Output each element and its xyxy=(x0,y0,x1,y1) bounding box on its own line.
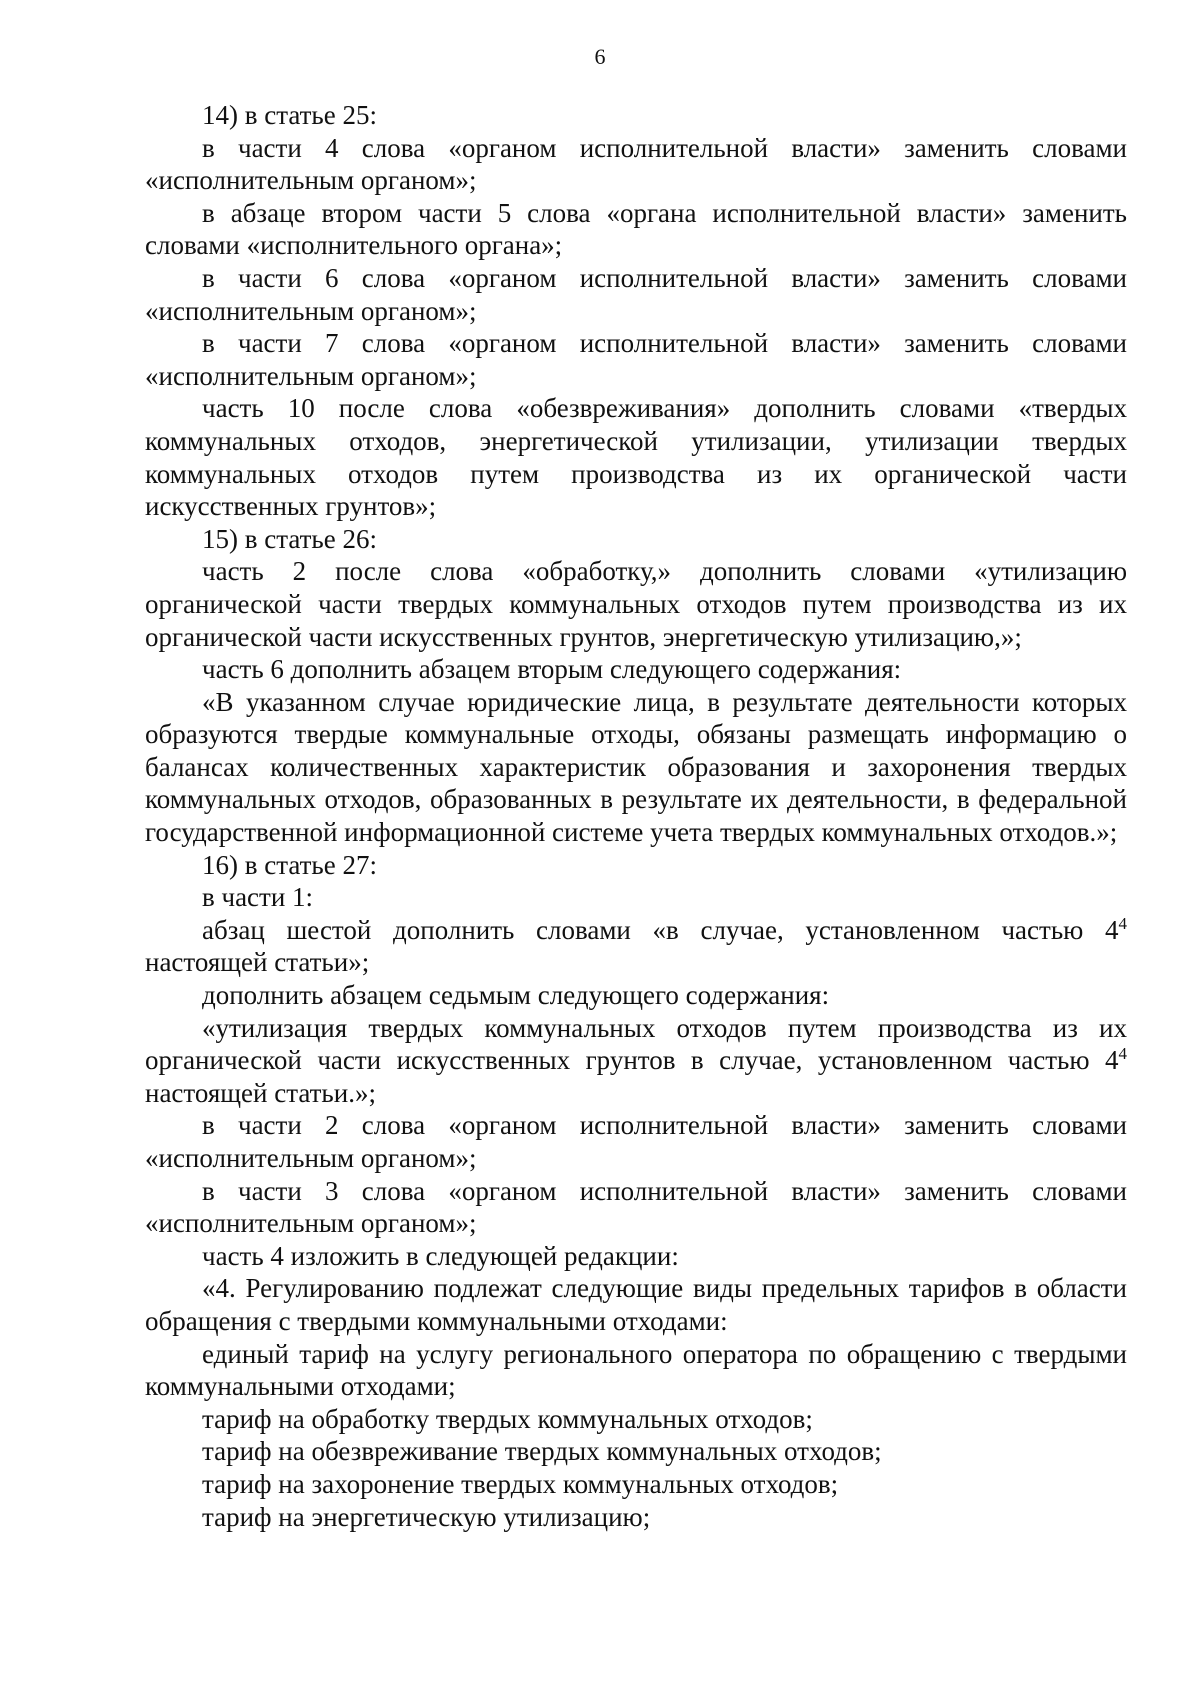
paragraph: в части 4 слова «органом исполнительной власти» заменить словами «исполнительным органом»; xyxy=(145,132,1127,196)
paragraph: часть 4 изложить в следующей редакции: xyxy=(202,1240,679,1271)
paragraph-with-superscript xyxy=(145,914,1127,979)
superscript: 4 xyxy=(1118,1044,1127,1064)
paragraph: 16) в статье 27: xyxy=(202,849,377,880)
paragraph: в части 7 слова «органом исполнительной власти» заменить словами «исполнительным органом»; xyxy=(145,328,1127,391)
paragraph: тариф на обработку твердых коммунальных отходов; xyxy=(202,1403,813,1434)
paragraph: тариф на обезвреживание твердых коммунальных отходов; xyxy=(202,1436,882,1467)
paragraph: дополнить абзацем седьмым следующего содержания: xyxy=(202,980,830,1011)
paragraph-with-superscript xyxy=(145,1012,1127,1110)
text-run: «утилизация твердых коммунальных отходов путем производства из их органической части искусственных грунтов в случае, установленном частью 4 xyxy=(145,1012,1127,1076)
paragraph: часть 10 после слова «обезвреживания» дополнить словами «твердых коммунальных отходов, энергетической утилизации, утилизации твердых коммунальных отходов путем производства из их органической части искусственных грунтов»; xyxy=(145,393,1127,522)
text-run: настоящей статьи.»; xyxy=(145,1077,376,1108)
superscript: 4 xyxy=(1118,913,1127,933)
paragraph: «4. Регулированию подлежат следующие виды предельных тарифов в области обращения с твердыми коммунальными отходами: xyxy=(145,1273,1127,1336)
paragraph: в абзаце втором части 5 слова «органа исполнительной власти» заменить словами «исполнительного органа»; xyxy=(145,197,1127,261)
paragraph: в части 3 слова «органом исполнительной власти» заменить словами «исполнительным органом»; xyxy=(145,1175,1127,1239)
paragraph: «В указанном случае юридические лица, в результате деятельности которых образуются твердые коммунальные отходы, обязаны размещать информацию о балансах количественных характеристик образования и захоронения твердых коммунальных отходов, образованных в результате их деятельности, в федеральной государственной информационной системе учета твердых коммунальных отходов.»; xyxy=(145,686,1127,848)
paragraph: тариф на энергетическую утилизацию; xyxy=(202,1501,651,1532)
document-body xyxy=(145,99,1127,1533)
paragraph: в части 1: xyxy=(202,882,314,913)
paragraph: 15) в статье 26: xyxy=(202,523,377,554)
paragraph: часть 6 дополнить абзацем вторым следующего содержания: xyxy=(202,654,902,685)
text-run: настоящей статьи»; xyxy=(145,947,370,978)
paragraph: часть 2 после слова «обработку,» дополнить словами «утилизацию органической части твердых коммунальных отходов путем производства из их органической части искусственных грунтов, энергетическую утилизацию,»; xyxy=(145,556,1127,652)
paragraph: тариф на захоронение твердых коммунальных отходов; xyxy=(202,1468,839,1499)
paragraph: единый тариф на услугу регионального оператора по обращению с твердыми коммунальными отходами; xyxy=(145,1338,1127,1402)
page-number: 6 xyxy=(594,44,606,69)
paragraph: 14) в статье 25: xyxy=(202,100,377,130)
paragraph: в части 2 слова «органом исполнительной власти» заменить словами «исполнительным органом»; xyxy=(145,1110,1127,1173)
paragraph: в части 6 слова «органом исполнительной власти» заменить словами «исполнительным органом»; xyxy=(145,262,1127,326)
text-run: абзац шестой дополнить словами «в случае, установленном частью 4 xyxy=(202,914,1119,945)
